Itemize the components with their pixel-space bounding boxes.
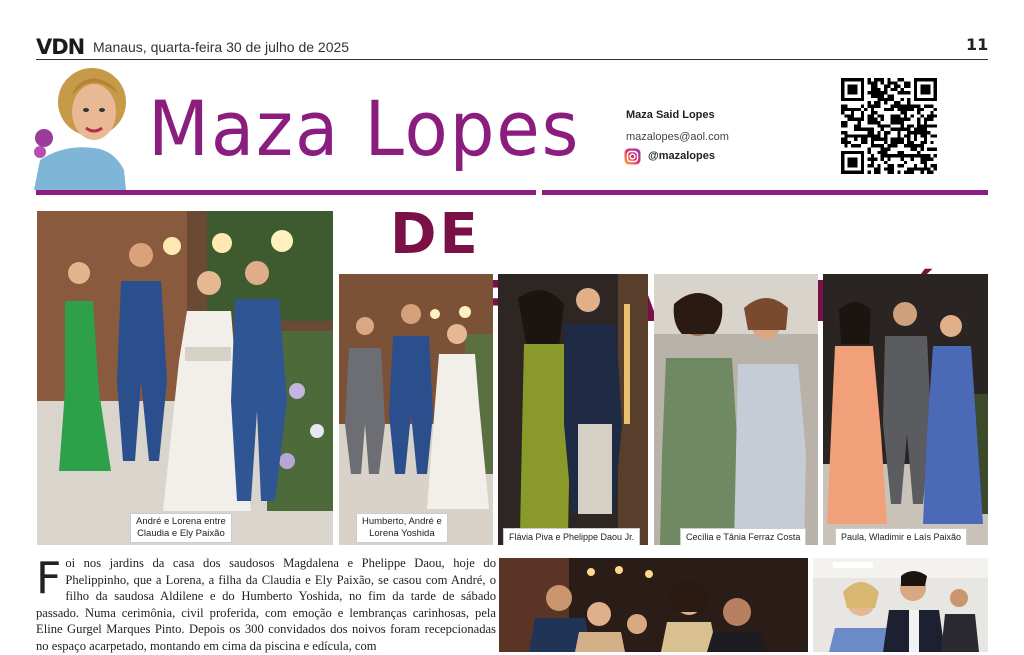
article-body (36, 555, 496, 655)
photo-flavia-phelippe (498, 274, 648, 545)
photo-humberto-andre-lorena (339, 274, 493, 545)
caption-line: Lorena Yoshida (369, 528, 435, 539)
column-title: Maza Lopes (148, 84, 581, 173)
photo-caption (835, 528, 967, 545)
qr-code[interactable] (841, 78, 937, 174)
caption-line: Claudia e Ely Paixão (137, 528, 225, 539)
caption-line: Paula, Wladimir e Laís Paixão (841, 532, 962, 542)
author-name: Maza Said Lopes (626, 109, 715, 121)
photo-cecilia-tania (654, 274, 818, 545)
purple-rule-right (542, 190, 988, 195)
instagram-handle[interactable]: @mazalopes (648, 150, 715, 162)
caption-line: Flávia Piva e Phelippe Daou Jr. (509, 532, 635, 542)
photo-bottom-right (813, 558, 988, 652)
article-text: oi nos jardins da casa dos saudosos Magdalena e Phelippe Daou, hoje do Phelippinho, que a Lorena, a filha da Claudia e Ely Paixão, se casou com André, o filho da saudosa Aldilene e do Humberto Yoshida, no fim da tarde de sábado passado. Numa cerimônia, civil proferida, com emoção e lembranças carinhosas, pela Eline Gurgel Marques Pinto. Depois os 300 convidados dos noivos foram recepcionadas no espaço acarpetado, montando em cima da piscina e edícula, com (36, 556, 496, 653)
newspaper-logo: VDN (36, 35, 85, 59)
page-number: 11 (966, 35, 989, 54)
article-headline: DE (390, 202, 481, 267)
top-rule (36, 59, 988, 60)
photo-caption (680, 528, 806, 545)
photo-couple-with-parents (37, 211, 333, 545)
dateline: Manaus, quarta-feira 30 de julho de 2025 (93, 39, 350, 55)
photo-paula-wladimir-lais (823, 274, 988, 545)
caption-line: André e Lorena entre (136, 516, 226, 527)
drop-cap: F (36, 553, 62, 604)
photo-caption (356, 513, 448, 543)
instagram-icon (624, 148, 641, 165)
photo-caption (503, 528, 640, 545)
purple-rule-left (36, 190, 536, 195)
author-email[interactable]: mazalopes@aol.com (626, 131, 729, 143)
columnist-portrait (34, 60, 130, 190)
photo-bottom-group (499, 558, 808, 652)
caption-line: Humberto, André e (362, 516, 442, 527)
caption-line: Cecília e Tânia Ferraz Costa (686, 532, 801, 542)
photo-caption (130, 513, 232, 543)
